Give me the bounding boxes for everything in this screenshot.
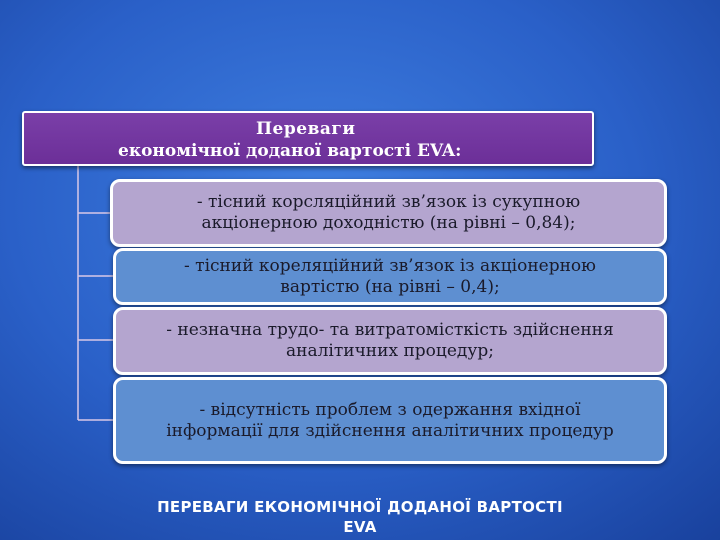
advantage-item-1	[110, 179, 667, 247]
footer-title-line1: ПЕРЕВАГИ ЕКОНОМІЧНОЇ ДОДАНОЇ ВАРТОСТІ	[157, 498, 563, 516]
advantage-item-4	[113, 377, 667, 464]
advantage-item-1-text: - тісний корсляційний зв’язок із сукупною акціонерною доходністю (на рівні – 0,84);	[196, 192, 581, 233]
footer-title-line2: EVA	[343, 518, 377, 536]
header-title-line2: економічної доданої вартості EVA:	[118, 141, 462, 161]
advantage-item-3	[113, 307, 667, 375]
advantage-item-3-text: - незначна трудо- та витратомісткість здійснення аналітичних процедур;	[166, 320, 614, 361]
slide-footer-title	[0, 497, 720, 537]
diagram-header-box	[22, 111, 594, 166]
advantage-item-4-text: - відсутність проблем з одержання вхідної інформації для здійснення аналітичних процедур	[166, 399, 614, 441]
header-title-line1: Переваги	[256, 119, 356, 139]
advantage-item-2-text: - тісний кореляційний зв’язок із акціонерною вартістю (на рівні – 0,4);	[184, 255, 596, 297]
advantage-item-2	[113, 248, 667, 305]
